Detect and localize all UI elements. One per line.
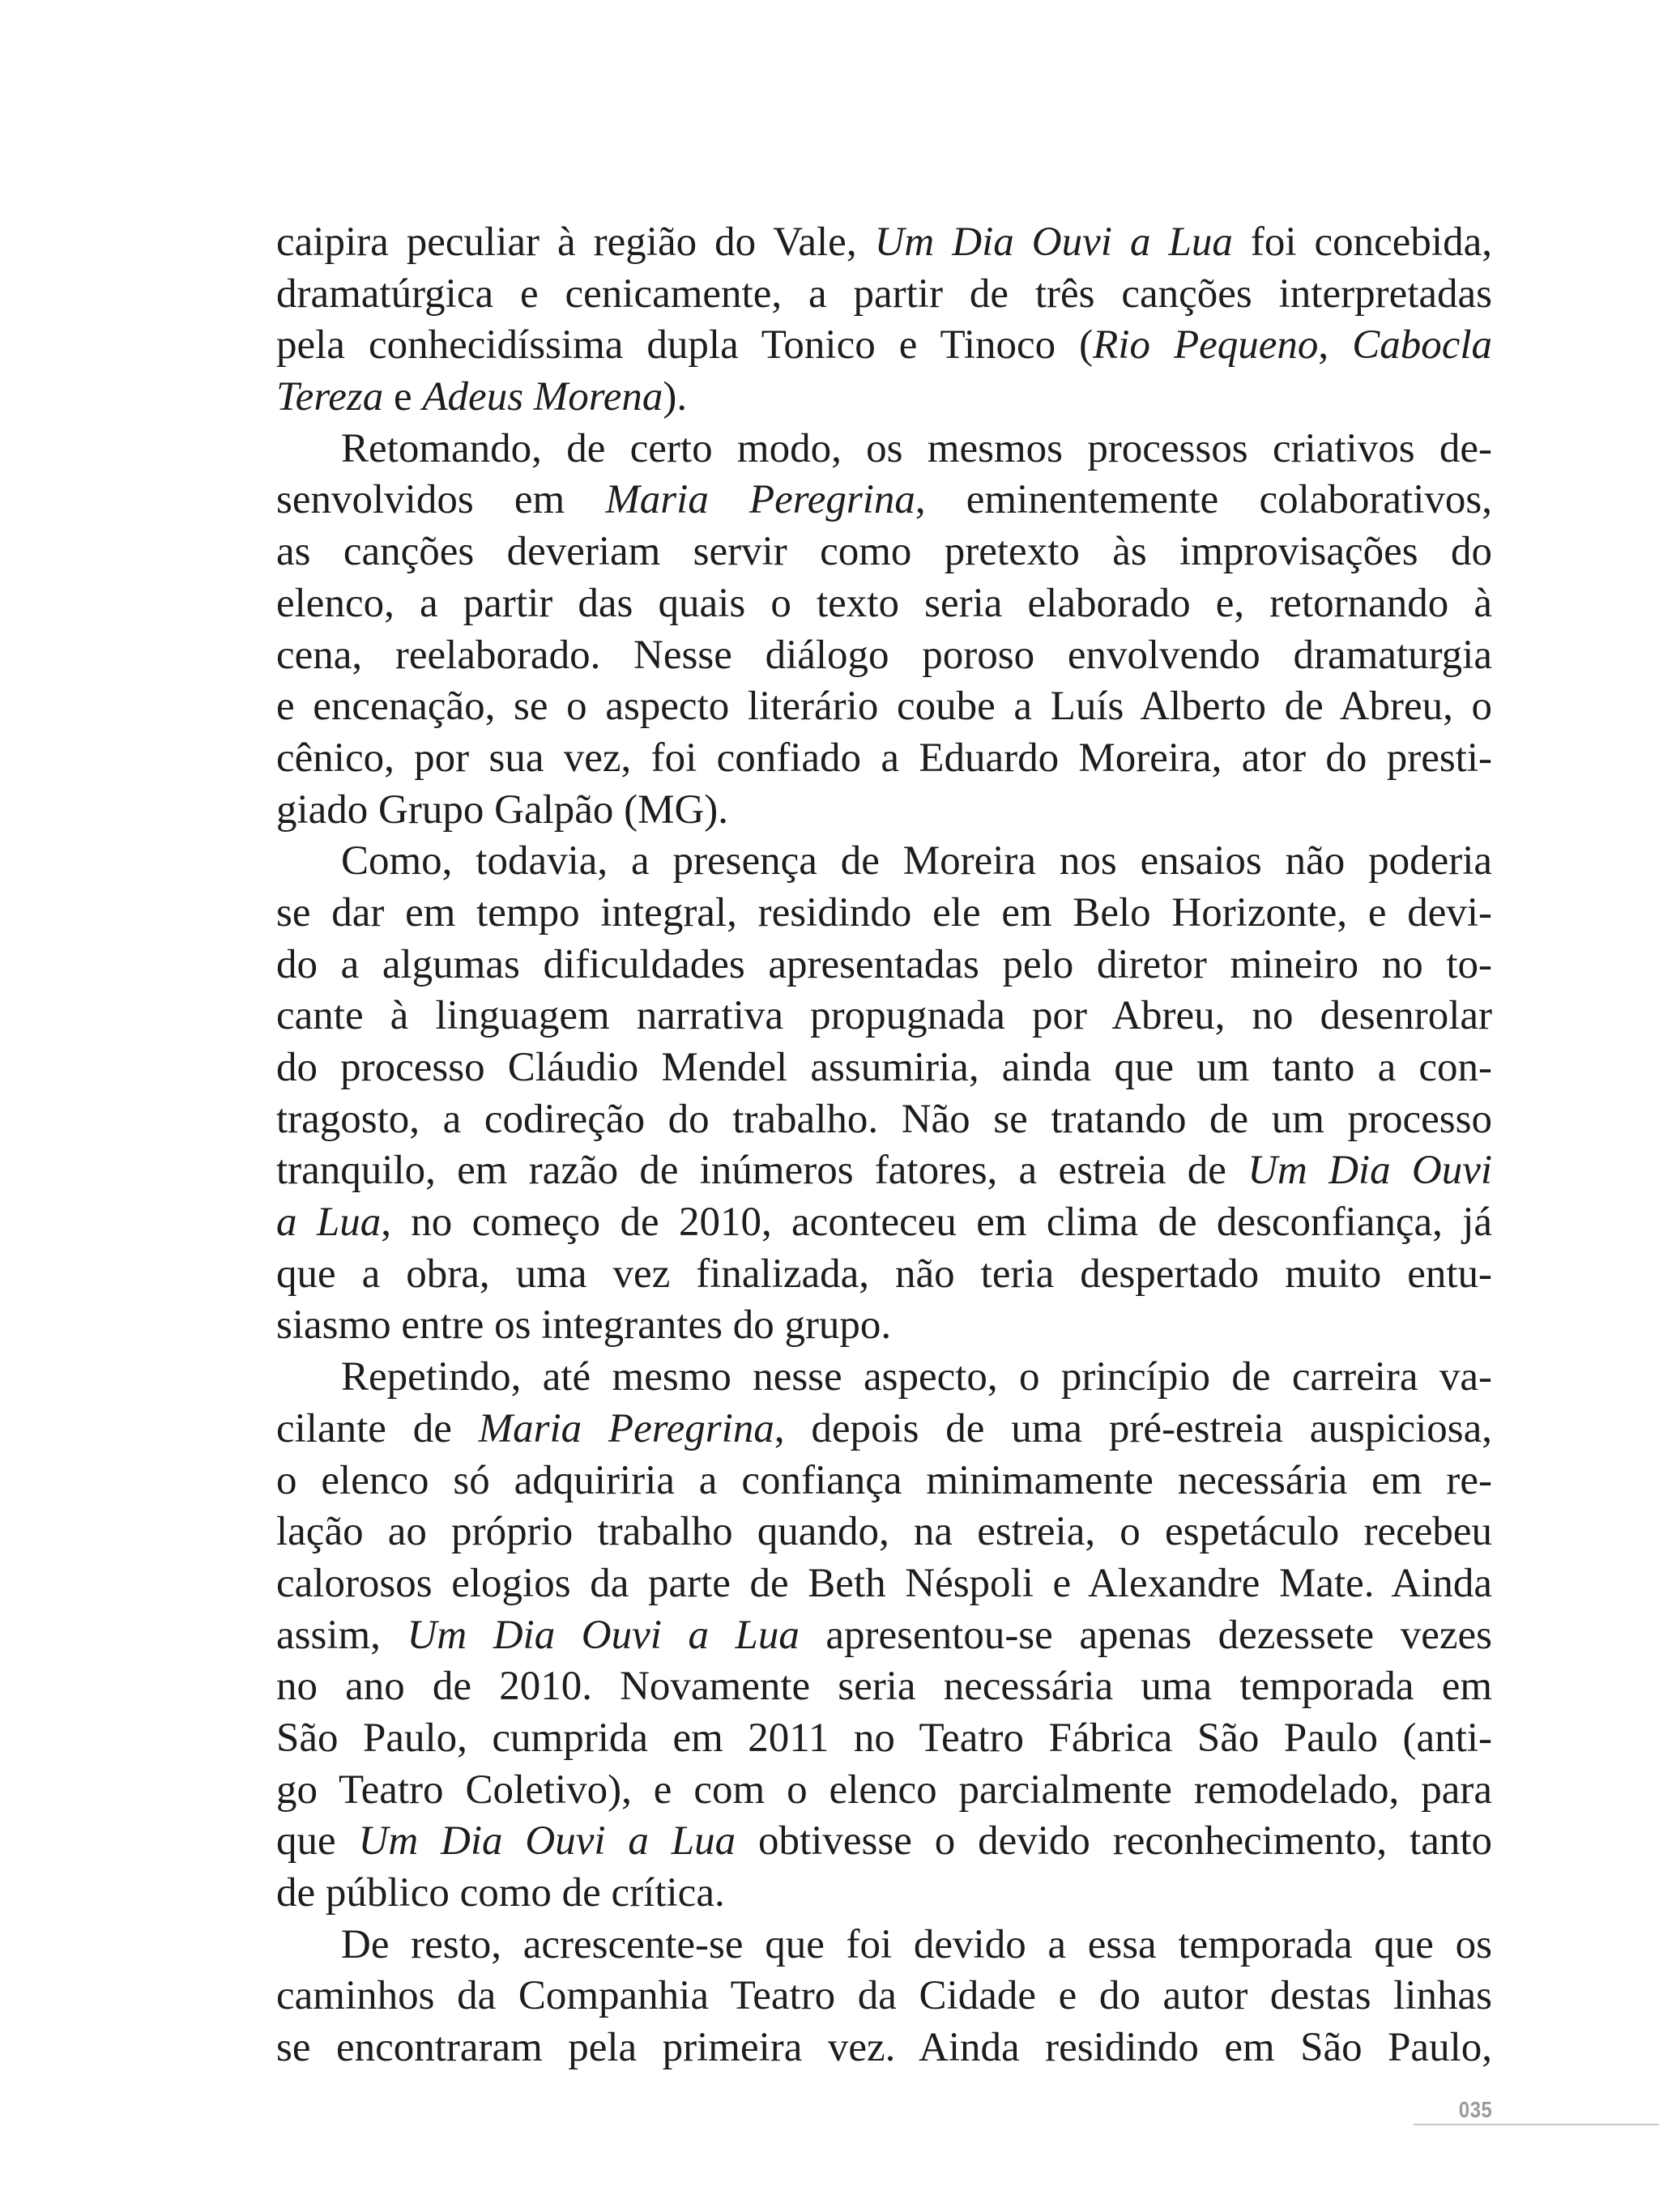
text-line xyxy=(276,1507,1492,1558)
paragraph xyxy=(276,836,1492,1352)
text-line xyxy=(276,888,1492,940)
text-span: São Paulo, cumprida em 2011 no Teatro Fábrica São Paulo (anti- xyxy=(276,1715,1492,1761)
text-span: o elenco só adquiriria a confiança minimamente necessária em re- xyxy=(276,1457,1492,1503)
text-line xyxy=(276,940,1492,991)
text-span: , depois de uma pré-estreia auspiciosa, xyxy=(774,1405,1492,1451)
footer-rule xyxy=(1414,2124,1659,2125)
text-span: obtivesse o devido reconhecimento, tanto xyxy=(736,1818,1492,1865)
text-line xyxy=(276,1713,1492,1765)
text-line xyxy=(276,1765,1492,1817)
text-line xyxy=(276,320,1492,372)
text-span: elenco, a partir das quais o texto seria elaborado e, retornando à xyxy=(276,580,1492,626)
text-line xyxy=(276,2022,1492,2074)
text-line xyxy=(276,991,1492,1042)
text-span: cena, reelaborado. Nesse diálogo poroso envolvendo dramaturgia xyxy=(276,632,1492,678)
text-span: senvolvidos em xyxy=(276,477,606,523)
text-span: , xyxy=(1318,322,1353,369)
text-span: caminhos da Companhia Teatro da Cidade e do autor destas linhas xyxy=(276,1973,1492,2019)
text-span: Repetindo, até mesmo nesse aspecto, o princípio de carreira va- xyxy=(341,1354,1492,1400)
text-line xyxy=(276,1661,1492,1713)
italic-title-text: Um Dia Ouvi a Lua xyxy=(407,1612,800,1658)
text-span: ). xyxy=(663,374,688,420)
text-line xyxy=(276,1868,1492,1920)
text-span: de público como de crítica. xyxy=(276,1870,725,1916)
text-line xyxy=(276,1404,1492,1455)
paragraph xyxy=(276,1920,1492,2074)
text-span: cênico, por sua vez, foi confiado a Eduardo Moreira, ator do presti- xyxy=(276,735,1492,781)
text-line xyxy=(276,681,1492,733)
text-line xyxy=(276,1920,1492,1971)
text-span: lação ao próprio trabalho quando, na estreia, o espetáculo recebeu xyxy=(276,1509,1492,1555)
text-span: siasmo entre os integrantes do grupo. xyxy=(276,1302,892,1349)
text-line xyxy=(276,372,1492,424)
text-span: Como, todavia, a presença de Moreira nos ensaios não poderia xyxy=(341,838,1492,884)
text-line xyxy=(276,1558,1492,1610)
text-span: , eminentemente colaborativos, xyxy=(915,477,1492,523)
italic-title-text: Cabocla xyxy=(1352,322,1492,369)
italic-title-text: Um Dia Ouvi xyxy=(1247,1148,1492,1194)
text-line xyxy=(276,1352,1492,1404)
text-span: caipira peculiar à região do Vale, xyxy=(276,219,875,265)
text-line xyxy=(276,475,1492,526)
text-line xyxy=(276,1610,1492,1662)
italic-title-text: Adeus Morena xyxy=(422,374,663,420)
paragraph xyxy=(276,1352,1492,1920)
text-line xyxy=(276,1816,1492,1868)
text-span: assim, xyxy=(276,1612,407,1658)
text-span: se dar em tempo integral, residindo ele em Belo Horizonte, e devi- xyxy=(276,889,1492,936)
text-span: cilante de xyxy=(276,1405,479,1451)
text-span: dramatúrgica e cenicamente, a partir de três canções interpretadas xyxy=(276,271,1492,317)
text-line xyxy=(276,733,1492,785)
text-span: do a algumas dificuldades apresentadas pelo diretor mineiro no to- xyxy=(276,941,1492,987)
text-line xyxy=(276,836,1492,888)
italic-title-text: Tereza xyxy=(276,374,384,420)
text-span: go Teatro Coletivo), e com o elenco parcialmente remodelado, para xyxy=(276,1767,1492,1813)
text-span: e encenação, se o aspecto literário coube a Luís Alberto de Abreu, o xyxy=(276,684,1492,730)
text-span: se encontraram pela primeira vez. Ainda residindo em São Paulo, xyxy=(276,2025,1492,2071)
paragraph xyxy=(276,217,1492,424)
italic-title-text: Rio Pequeno xyxy=(1093,322,1319,369)
text-line xyxy=(276,578,1492,630)
text-span: Retomando, de certo modo, os mesmos processos criativos de- xyxy=(341,425,1492,471)
text-span: do processo Cláudio Mendel assumiria, ainda que um tanto a con- xyxy=(276,1045,1492,1090)
text-span: e xyxy=(383,374,423,420)
text-line xyxy=(276,269,1492,321)
text-span: tragosto, a codireção do trabalho. Não se tratando de um processo xyxy=(276,1096,1492,1142)
text-span: giado Grupo Galpão (MG). xyxy=(276,786,729,833)
text-line xyxy=(276,526,1492,578)
text-line xyxy=(276,1971,1492,2022)
paragraph xyxy=(276,424,1492,837)
italic-title-text: Maria Peregrina xyxy=(478,1405,774,1451)
text-line xyxy=(276,1042,1492,1094)
text-span: que a obra, uma vez finalizada, não teria despertado muito entu- xyxy=(276,1251,1492,1297)
text-line xyxy=(276,630,1492,682)
text-line xyxy=(276,1249,1492,1301)
text-line xyxy=(276,424,1492,475)
italic-title-text: a Lua xyxy=(276,1200,382,1246)
text-span: no ano de 2010. Novamente seria necessária uma temporada em xyxy=(276,1664,1492,1710)
italic-title-text: Um Dia Ouvi a Lua xyxy=(358,1818,736,1865)
text-line xyxy=(276,1197,1492,1249)
text-span: calorosos elogios da parte de Beth Néspoli e Alexandre Mate. Ainda xyxy=(276,1560,1492,1606)
body-text xyxy=(276,217,1492,2074)
text-line xyxy=(276,217,1492,269)
text-line xyxy=(276,1094,1492,1146)
page-number: 035 xyxy=(1458,2097,1492,2122)
text-line xyxy=(276,1145,1492,1197)
text-span: tranquilo, em razão de inúmeros fatores, a estreia de xyxy=(276,1148,1248,1194)
italic-title-text: Um Dia Ouvi a Lua xyxy=(874,219,1233,265)
text-span: foi concebida, xyxy=(1232,219,1492,265)
text-span: que xyxy=(276,1818,359,1865)
text-span: apresentou-se apenas dezessete vezes xyxy=(799,1612,1492,1658)
text-span: cante à linguagem narrativa propugnada por Abreu, no desenrolar xyxy=(276,993,1492,1039)
text-span: De resto, acrescente-se que foi devido a essa temporada que os xyxy=(341,1921,1492,1967)
italic-title-text: Maria Peregrina xyxy=(605,477,915,523)
text-span: pela conhecidíssima dupla Tonico e Tinoco ( xyxy=(276,322,1094,369)
text-span: , no começo de 2010, aconteceu em clima de desconfiança, já xyxy=(381,1200,1492,1246)
text-line xyxy=(276,785,1492,837)
text-line xyxy=(276,1455,1492,1507)
text-span: as canções deveriam servir como pretexto às improvisações do xyxy=(276,529,1492,575)
text-line xyxy=(276,1300,1492,1352)
